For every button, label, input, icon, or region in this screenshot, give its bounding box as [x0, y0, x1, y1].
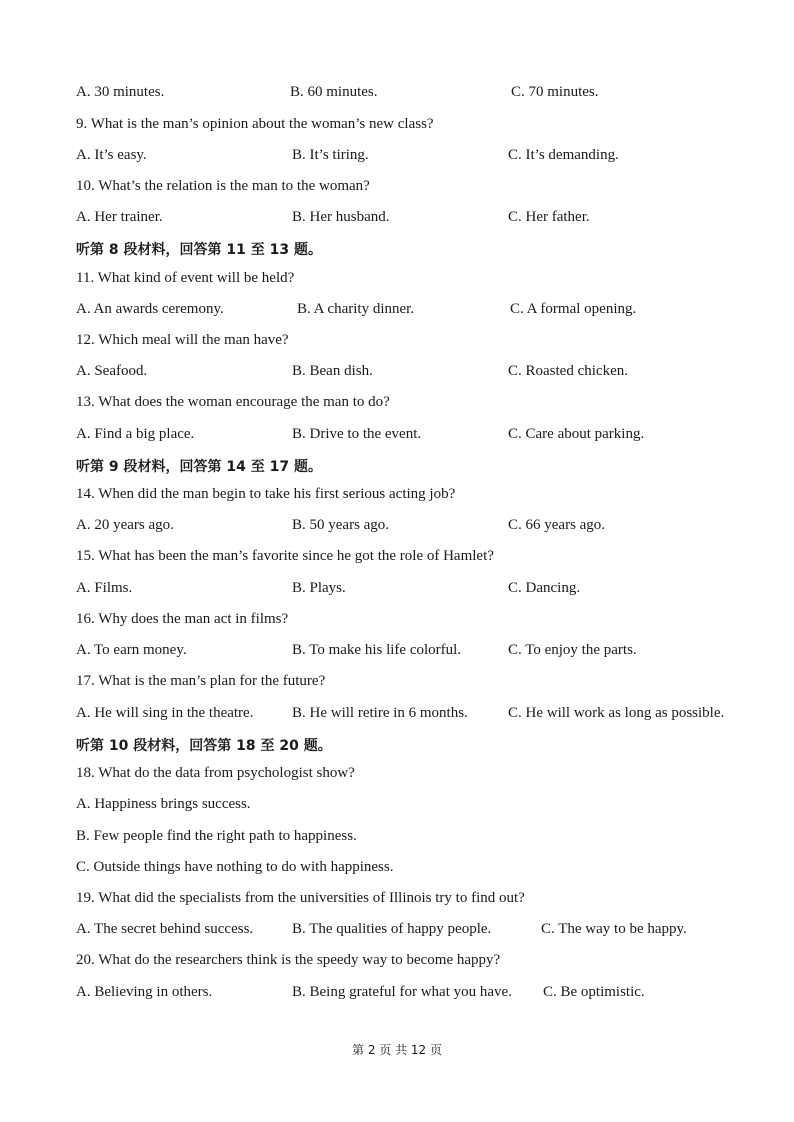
section-heading-10: 听第 10 段材料，回答第 18 至 20 题。 [76, 738, 332, 754]
q16-question: 16. Why does the man act in films? [76, 611, 289, 627]
q17-question: 17. What is the man’s plan for the future? [76, 673, 326, 689]
q19-option-b: B. The qualities of happy people. [292, 921, 492, 937]
q19-question: 19. What did the specialists from the universities of Illinois try to find out? [76, 890, 525, 906]
q13-question: 13. What does the woman encourage the man to do? [76, 394, 390, 410]
q9-option-b: B. It’s tiring. [292, 147, 369, 163]
q10-option-a: A. Her trainer. [76, 209, 163, 225]
q17-option-b: B. He will retire in 6 months. [292, 705, 468, 721]
q11-question: 11. What kind of event will be held? [76, 270, 295, 286]
q17-option-a: A. He will sing in the theatre. [76, 705, 254, 721]
q14-option-c: C. 66 years ago. [508, 517, 606, 533]
page-footer: 第 2 页 共 12 页 [352, 1043, 442, 1057]
q10-option-c: C. Her father. [508, 209, 590, 225]
q13-option-a: A. Find a big place. [76, 426, 195, 442]
q14-option-a: A. 20 years ago. [76, 517, 174, 533]
q8-option-b: B. 60 minutes. [290, 84, 378, 100]
q12-option-c: C. Roasted chicken. [508, 363, 628, 379]
q13-option-b: B. Drive to the event. [292, 426, 422, 442]
q19-option-a: A. The secret behind success. [76, 921, 254, 937]
q9-option-c: C. It’s demanding. [508, 147, 619, 163]
section-heading-9: 听第 9 段材料，回答第 14 至 17 题。 [76, 459, 322, 475]
q12-question: 12. Which meal will the man have? [76, 332, 289, 348]
q15-option-a: A. Films. [76, 580, 133, 596]
q15-option-c: C. Dancing. [508, 580, 581, 596]
q9-option-a: A. It’s easy. [76, 147, 147, 163]
q10-question: 10. What’s the relation is the man to the woman? [76, 178, 370, 194]
q16-option-b: B. To make his life colorful. [292, 642, 462, 658]
q9-question: 9. What is the man’s opinion about the woman’s new class? [76, 116, 434, 132]
q19-option-c: C. The way to be happy. [541, 921, 687, 937]
section-heading-8: 听第 8 段材料，回答第 11 至 13 题。 [76, 242, 322, 258]
q20-option-c: C. Be optimistic. [543, 984, 645, 1000]
q13-option-c: C. Care about parking. [508, 426, 645, 442]
q16-option-a: A. To earn money. [76, 642, 187, 658]
q18-option-c: C. Outside things have nothing to do with happiness. [76, 859, 394, 875]
q8-option-a: A. 30 minutes. [76, 84, 165, 100]
q14-option-b: B. 50 years ago. [292, 517, 390, 533]
q15-option-b: B. Plays. [292, 580, 346, 596]
q17-option-c: C. He will work as long as possible. [508, 705, 725, 721]
q11-option-b: B. A charity dinner. [297, 301, 415, 317]
q11-option-c: C. A formal opening. [510, 301, 637, 317]
q10-option-b: B. Her husband. [292, 209, 390, 225]
q18-option-b: B. Few people find the right path to happiness. [76, 828, 357, 844]
q20-option-a: A. Believing in others. [76, 984, 213, 1000]
q15-question: 15. What has been the man’s favorite since he got the role of Hamlet? [76, 548, 494, 564]
q11-option-a: A. An awards ceremony. [76, 301, 224, 317]
q16-option-c: C. To enjoy the parts. [508, 642, 637, 658]
q8-option-c: C. 70 minutes. [511, 84, 599, 100]
q14-question: 14. When did the man begin to take his first serious acting job? [76, 486, 456, 502]
q18-question: 18. What do the data from psychologist show? [76, 765, 355, 781]
q20-option-b: B. Being grateful for what you have. [292, 984, 512, 1000]
q20-question: 20. What do the researchers think is the speedy way to become happy? [76, 952, 501, 968]
q12-option-b: B. Bean dish. [292, 363, 373, 379]
q18-option-a: A. Happiness brings success. [76, 796, 251, 812]
q12-option-a: A. Seafood. [76, 363, 148, 379]
